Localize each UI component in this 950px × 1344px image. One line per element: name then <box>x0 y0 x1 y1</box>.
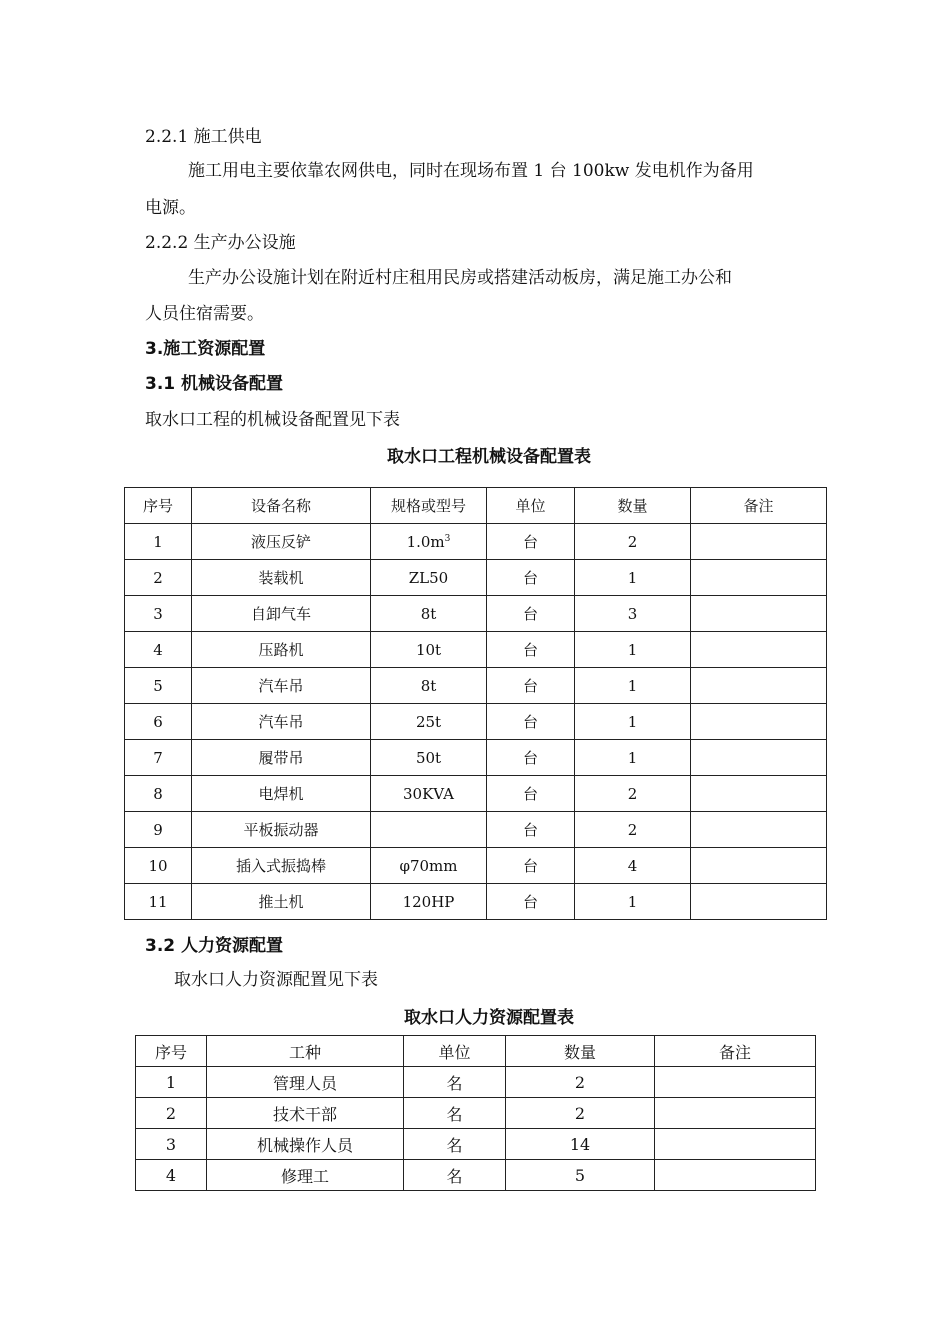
cell-text: 台 <box>522 821 538 839</box>
table-cell <box>371 560 487 596</box>
table-cell <box>125 848 192 884</box>
equipment-row <box>125 560 827 596</box>
table-cell <box>506 1098 655 1129</box>
cell-text: 4 <box>627 856 638 875</box>
table-cell <box>207 1129 404 1160</box>
manpower-row <box>136 1160 816 1191</box>
cell-text: 9 <box>153 820 163 839</box>
equipment-row <box>125 524 827 560</box>
table-cell <box>575 632 691 668</box>
equipment-row <box>125 632 827 668</box>
table-cell <box>691 524 827 560</box>
cell-text: 2 <box>627 820 638 839</box>
paragraph-office-line2: 人员住宿需要。 <box>145 304 264 324</box>
table-cell <box>125 668 192 704</box>
table-cell <box>575 884 691 920</box>
section-heading-2-2-1: 2.2.1 施工供电 <box>145 127 262 147</box>
table-cell <box>487 668 575 704</box>
table-cell <box>691 848 827 884</box>
table-cell <box>575 668 691 704</box>
cell-text: 6 <box>153 712 163 731</box>
cell-text: 1 <box>627 748 638 767</box>
cell-text: 修理工 <box>280 1166 329 1186</box>
table2-intro: 取水口人力资源配置见下表 <box>174 970 378 990</box>
table-cell <box>125 524 192 560</box>
cell-text: 4 <box>153 640 163 659</box>
cell-text: 名 <box>446 1166 463 1186</box>
table-cell <box>506 1129 655 1160</box>
table-cell <box>136 1098 207 1129</box>
table-cell <box>192 884 371 920</box>
cell-text: 名 <box>446 1073 463 1093</box>
cell-text: 液压反铲 <box>250 533 311 551</box>
manpower-header-row <box>136 1036 816 1067</box>
table-cell <box>487 596 575 632</box>
cell-text: 1 <box>627 676 638 695</box>
equipment-table <box>124 487 827 920</box>
table-cell <box>691 668 827 704</box>
table-cell <box>655 1067 816 1098</box>
cell-text: 14 <box>569 1134 591 1154</box>
cell-text: 2 <box>574 1072 586 1092</box>
cell-text: 台 <box>522 677 538 695</box>
cell-text: ZL50 <box>408 568 449 587</box>
cell-text: 1 <box>627 640 638 659</box>
cell-text: 10 <box>148 856 168 875</box>
table-cell <box>404 1160 506 1191</box>
equipment-row <box>125 596 827 632</box>
equipment-row <box>125 884 827 920</box>
cell-text: 1.0m <box>406 532 445 551</box>
cell-text: 1 <box>627 712 638 731</box>
table-cell <box>125 884 192 920</box>
cell-text: 8t <box>420 676 437 695</box>
table-cell <box>125 812 192 848</box>
table-cell <box>207 1160 404 1191</box>
header-cell: 工种 <box>207 1036 404 1067</box>
cell-text: 压路机 <box>258 641 304 659</box>
cell-text: 平板振动器 <box>243 821 319 839</box>
table-cell <box>192 596 371 632</box>
table-cell <box>136 1160 207 1191</box>
cell-text: 5 <box>153 676 163 695</box>
cell-text: 10t <box>415 640 442 659</box>
table-cell <box>691 812 827 848</box>
table-cell <box>404 1098 506 1129</box>
cell-text: 1 <box>627 568 638 587</box>
table-cell <box>125 740 192 776</box>
table-cell <box>125 632 192 668</box>
table-cell <box>506 1067 655 1098</box>
table1-caption: 取水口工程机械设备配置表 <box>387 447 591 467</box>
table-cell <box>575 740 691 776</box>
cell-text: 3 <box>627 604 638 623</box>
manpower-row <box>136 1067 816 1098</box>
cell-text: 机械操作人员 <box>256 1135 353 1155</box>
table-cell <box>125 704 192 740</box>
equipment-header-row <box>125 488 827 524</box>
cell-text: 2 <box>627 784 638 803</box>
equipment-row <box>125 704 827 740</box>
table-cell <box>691 632 827 668</box>
manpower-row <box>136 1129 816 1160</box>
section-heading-3-2: 3.2 人力资源配置 <box>145 936 284 956</box>
table-cell <box>487 848 575 884</box>
cell-text: 台 <box>522 605 538 623</box>
cell-text: 3 <box>153 604 163 623</box>
cell-text: 技术干部 <box>272 1104 337 1124</box>
table-cell <box>371 812 487 848</box>
cell-text: 120HP <box>402 892 455 911</box>
table-cell <box>506 1160 655 1191</box>
table-cell <box>404 1067 506 1098</box>
table-cell <box>192 524 371 560</box>
cell-text: 30KVA <box>403 784 454 803</box>
table2-caption: 取水口人力资源配置表 <box>404 1008 574 1028</box>
section-heading-3: 3.施工资源配置 <box>145 339 266 359</box>
table-cell <box>487 704 575 740</box>
table-cell <box>691 740 827 776</box>
table-cell <box>371 596 487 632</box>
table-cell <box>575 524 691 560</box>
table-cell <box>404 1129 506 1160</box>
table-cell <box>371 740 487 776</box>
table-cell <box>371 776 487 812</box>
cell-text: 2 <box>627 532 638 551</box>
table-cell <box>371 848 487 884</box>
table-cell <box>192 776 371 812</box>
equipment-row <box>125 812 827 848</box>
manpower-table <box>135 1035 816 1191</box>
table-cell <box>371 668 487 704</box>
cell-text: 2 <box>153 568 163 587</box>
cell-text: 50t <box>415 748 442 767</box>
table-cell <box>691 596 827 632</box>
cell-text: 履带吊 <box>258 749 304 767</box>
table-cell <box>136 1067 207 1098</box>
cell-text: 台 <box>522 533 538 551</box>
table-cell <box>192 740 371 776</box>
equipment-row <box>125 776 827 812</box>
cell-text: 2 <box>574 1103 586 1123</box>
table-cell <box>691 776 827 812</box>
cell-text: 汽车吊 <box>258 713 304 731</box>
table-cell <box>192 812 371 848</box>
paragraph-power-line1: 施工用电主要依靠农网供电，同时在现场布置 1 台 100kw 发电机作为备用 <box>188 161 754 181</box>
table-cell <box>371 884 487 920</box>
table-cell <box>575 776 691 812</box>
table-cell <box>207 1098 404 1129</box>
cell-text: 电焊机 <box>258 785 304 803</box>
cell-text: 台 <box>522 749 538 767</box>
table-cell <box>192 704 371 740</box>
paragraph-power-line2: 电源。 <box>145 198 196 218</box>
header-cell: 序号 <box>136 1036 207 1067</box>
header-cell: 备注 <box>655 1036 816 1067</box>
table-cell <box>371 524 487 560</box>
cell-text: 25t <box>415 712 442 731</box>
table-cell <box>125 776 192 812</box>
cell-text: φ70mm <box>399 856 458 875</box>
table-cell <box>655 1160 816 1191</box>
superscript-unit: 3 <box>444 533 451 544</box>
cell-text: 台 <box>522 785 538 803</box>
table-cell <box>575 704 691 740</box>
cell-text: 汽车吊 <box>258 677 304 695</box>
cell-text: 4 <box>165 1165 177 1185</box>
header-cell: 数量 <box>506 1036 655 1067</box>
table-cell <box>575 848 691 884</box>
cell-text: 自卸气车 <box>250 605 311 623</box>
cell-text: 管理人员 <box>272 1073 337 1093</box>
table-cell <box>192 560 371 596</box>
table-cell <box>371 704 487 740</box>
cell-text: 1 <box>627 892 638 911</box>
table1-intro: 取水口工程的机械设备配置见下表 <box>145 410 400 430</box>
cell-text: 1 <box>165 1072 177 1092</box>
cell-text: 1 <box>153 532 163 551</box>
equipment-row <box>125 740 827 776</box>
cell-text: 5 <box>574 1165 586 1185</box>
table-cell <box>691 560 827 596</box>
table-cell <box>487 884 575 920</box>
cell-text: 装载机 <box>258 569 304 587</box>
table-cell <box>136 1129 207 1160</box>
cell-text: 8t <box>420 604 437 623</box>
table-cell <box>691 704 827 740</box>
cell-text: 3 <box>165 1134 177 1154</box>
cell-text: 台 <box>522 569 538 587</box>
cell-text: 台 <box>522 641 538 659</box>
cell-text: 8 <box>153 784 163 803</box>
table-cell <box>371 632 487 668</box>
header-cell: 序号 <box>125 488 192 524</box>
table-cell <box>487 812 575 848</box>
cell-text: 2 <box>165 1103 177 1123</box>
table-cell <box>575 560 691 596</box>
header-cell: 数量 <box>575 488 691 524</box>
cell-text: 11 <box>148 892 168 911</box>
cell-text: 插入式振捣棒 <box>235 857 326 875</box>
manpower-row <box>136 1098 816 1129</box>
table-cell <box>655 1098 816 1129</box>
equipment-row <box>125 848 827 884</box>
header-cell: 设备名称 <box>192 488 371 524</box>
table-cell <box>125 560 192 596</box>
header-cell: 单位 <box>487 488 575 524</box>
section-heading-3-1: 3.1 机械设备配置 <box>145 374 284 394</box>
equipment-row <box>125 668 827 704</box>
table-cell <box>192 848 371 884</box>
cell-text: 名 <box>446 1135 463 1155</box>
section-heading-2-2-2: 2.2.2 生产办公设施 <box>145 233 296 253</box>
table-cell <box>192 632 371 668</box>
table-cell <box>691 884 827 920</box>
cell-text: 台 <box>522 893 538 911</box>
header-cell: 规格或型号 <box>371 488 487 524</box>
table-cell <box>655 1129 816 1160</box>
cell-text: 名 <box>446 1104 463 1124</box>
table-cell <box>487 776 575 812</box>
header-cell: 单位 <box>404 1036 506 1067</box>
table-cell <box>207 1067 404 1098</box>
cell-text: 台 <box>522 713 538 731</box>
table-cell <box>487 740 575 776</box>
cell-text: 7 <box>153 748 163 767</box>
paragraph-office-line1: 生产办公设施计划在附近村庄租用民房或搭建活动板房，满足施工办公和 <box>188 268 732 288</box>
table-cell <box>487 560 575 596</box>
table-cell <box>575 596 691 632</box>
cell-text: 台 <box>522 857 538 875</box>
header-cell: 备注 <box>691 488 827 524</box>
table-cell <box>125 596 192 632</box>
table-cell <box>487 632 575 668</box>
table-cell <box>192 668 371 704</box>
table-cell <box>575 812 691 848</box>
table-cell <box>487 524 575 560</box>
cell-text: 推土机 <box>258 893 304 911</box>
